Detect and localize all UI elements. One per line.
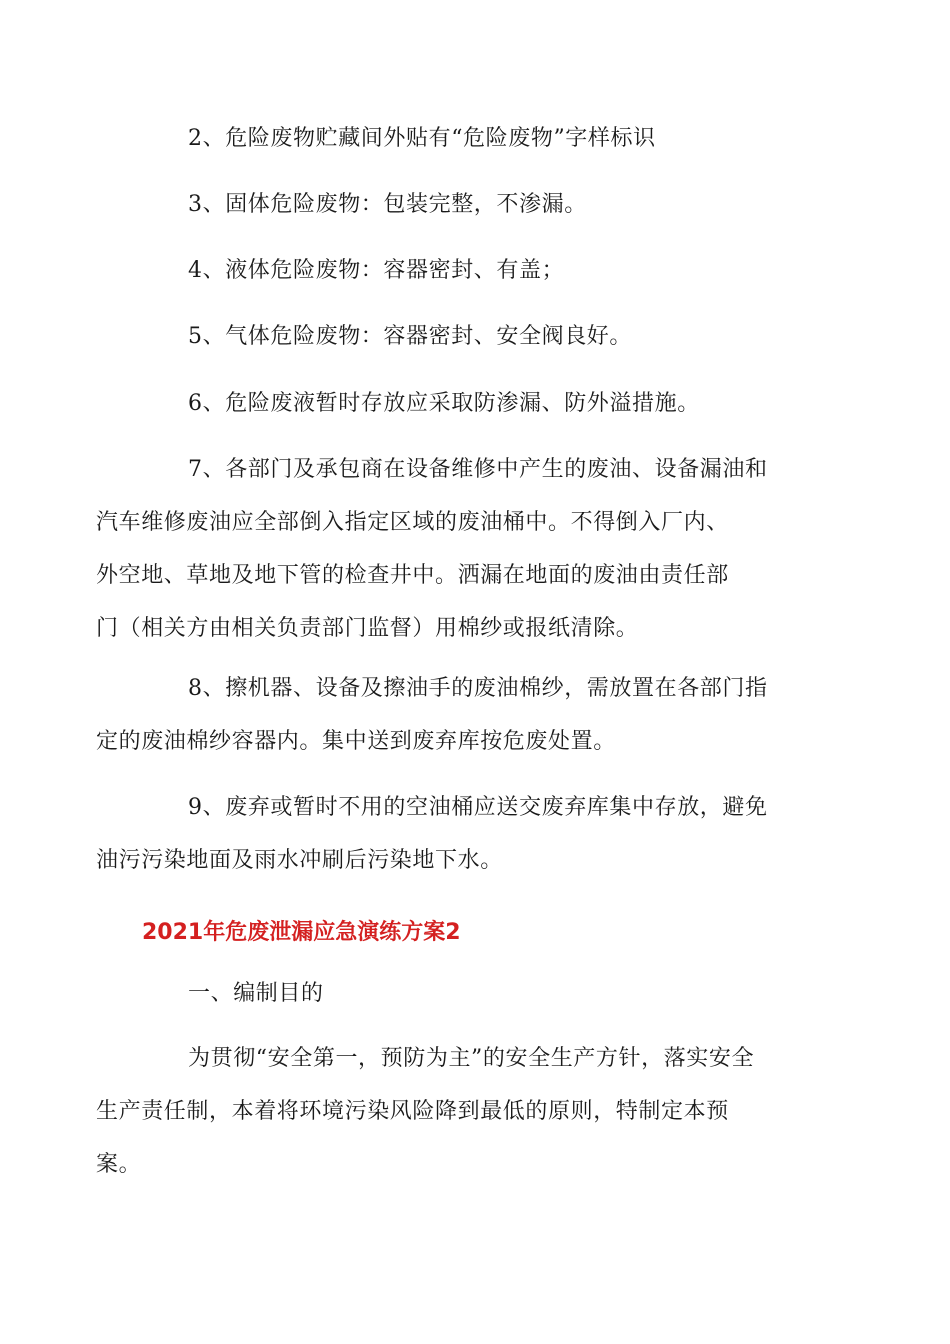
item-3 bbox=[142, 178, 822, 231]
item-4 bbox=[142, 244, 822, 297]
section-item-objective-line-1: 一、编制目的 bbox=[188, 981, 324, 1006]
section-item-purpose bbox=[96, 1032, 822, 1191]
item-5-line-1: 5、气体危险废物：容器密封、安全阀良好。 bbox=[188, 324, 632, 349]
item-7-line-3: 外空地、草地及地下管的检查井中。洒漏在地面的废油由责任部 bbox=[96, 563, 729, 588]
item-8-line-1: 8、擦机器、设备及擦油手的废油棉纱，需放置在各部门指 bbox=[188, 676, 768, 701]
item-3-line-1: 3、固体危险废物：包装完整，不渗漏。 bbox=[188, 192, 587, 217]
item-9-line-1: 9、废弃或暂时不用的空油桶应送交废弃库集中存放，避免 bbox=[188, 795, 768, 820]
item-7-line-2: 汽车维修废油应全部倒入指定区域的废油桶中。不得倒入厂内、 bbox=[96, 510, 729, 535]
item-4-line-1: 4、液体危险废物：容器密封、有盖； bbox=[188, 258, 565, 283]
section-item-purpose-line-2: 生产责任制，本着将环境污染风险降到最低的原则，特制定本预 bbox=[96, 1099, 729, 1124]
item-7-line-4: 门（相关方由相关负责部门监督）用棉纱或报纸清除。 bbox=[96, 616, 639, 641]
item-5 bbox=[142, 310, 822, 363]
item-8-line-2: 定的废油棉纱容器内。集中送到废弃库按危废处置。 bbox=[96, 729, 616, 754]
item-8 bbox=[96, 662, 822, 768]
item-9 bbox=[96, 781, 822, 887]
section-item-objective bbox=[142, 967, 822, 1020]
item-7 bbox=[96, 443, 822, 655]
item-2-line-1: 2、危险废物贮藏间外贴有“危险废物”字样标识 bbox=[188, 126, 656, 151]
item-2 bbox=[142, 112, 822, 165]
section-item-purpose-line-3: 案。 bbox=[96, 1152, 142, 1177]
item-6-line-1: 6、危险废液暂时存放应采取防渗漏、防外溢措施。 bbox=[188, 391, 700, 416]
item-9-line-2: 油污污染地面及雨水冲刷后污染地下水。 bbox=[96, 848, 503, 873]
section-heading: 2021年危废泄漏应急演练方案2 bbox=[142, 920, 461, 945]
item-7-line-1: 7、各部门及承包商在设备维修中产生的废油、设备漏油和 bbox=[188, 457, 768, 482]
section-item-purpose-line-1: 为贯彻“安全第一，预防为主”的安全生产方针，落实安全 bbox=[188, 1046, 755, 1071]
item-6 bbox=[142, 377, 822, 430]
